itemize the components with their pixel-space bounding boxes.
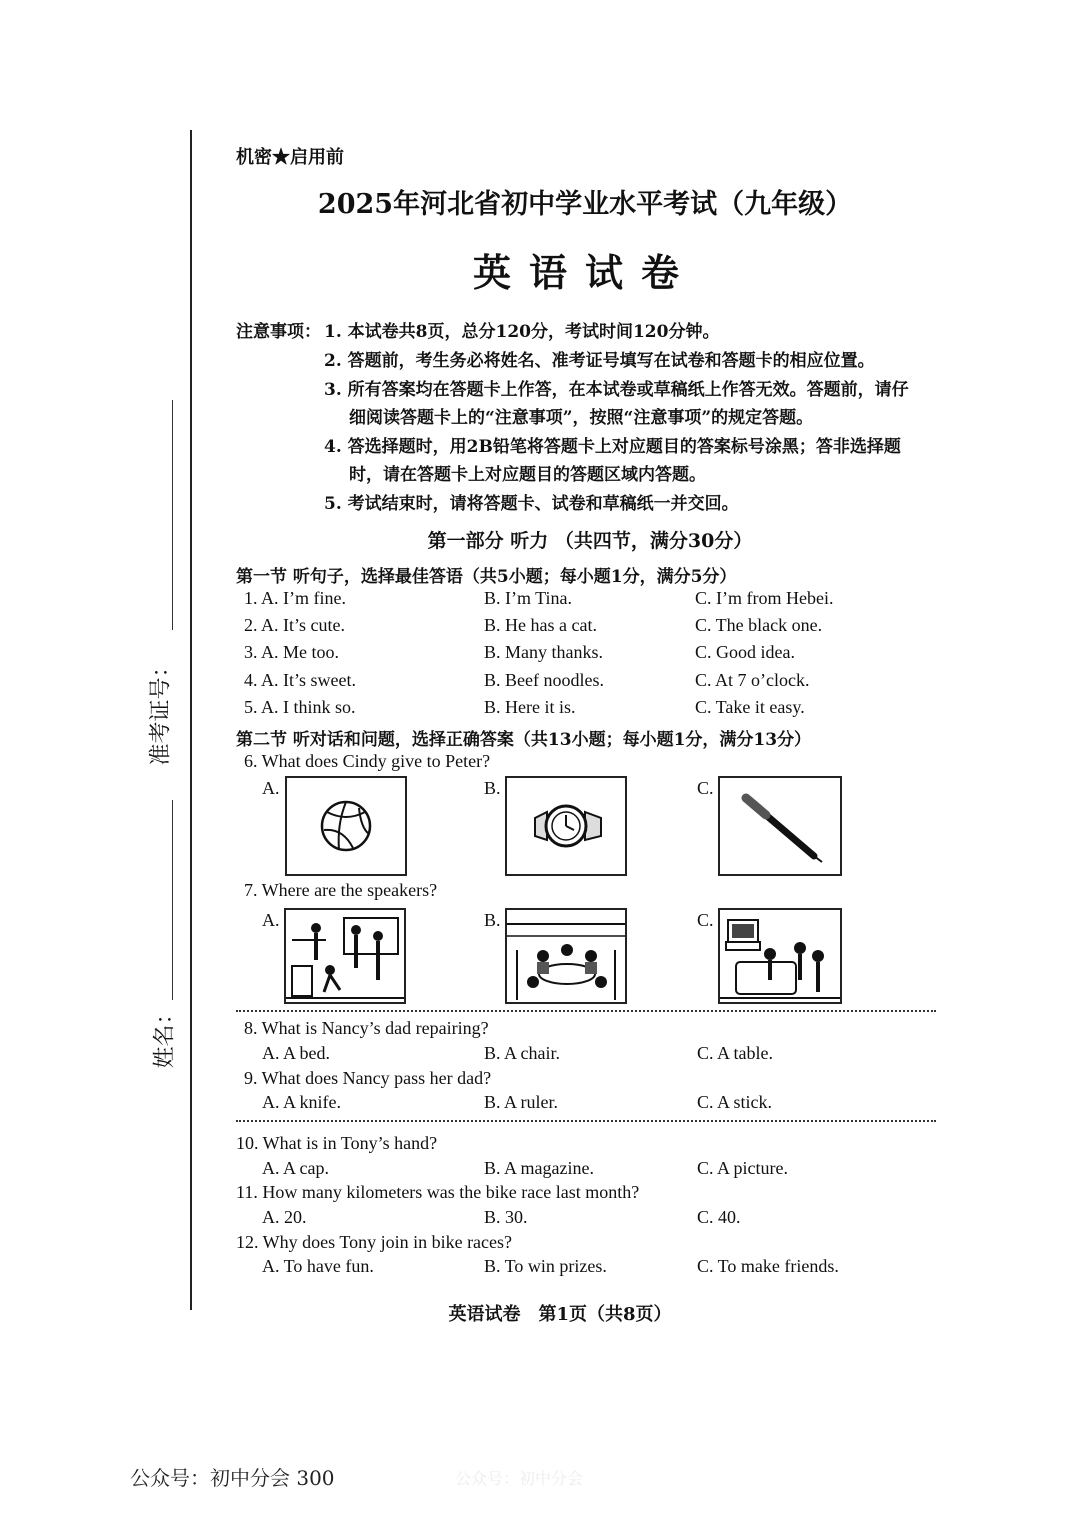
q8-option-c: C. A table. (697, 1043, 773, 1063)
q7-letter-b: B. (484, 910, 501, 930)
q10-option-b: B. A magazine. (484, 1158, 594, 1178)
q2-option-c: C. The black one. (695, 615, 823, 635)
q8-question: 8. What is Nancy’s dad repairing? (244, 1018, 489, 1038)
q7-letter-a: A. (262, 910, 280, 930)
q12-option-a: A. To have fun. (262, 1256, 374, 1276)
q6-letter-b: B. (484, 778, 501, 798)
q3-option-a: 3. A. Me too. (244, 642, 340, 662)
exam-id-blank-line-lower (172, 800, 173, 1000)
watermark-text: 公众号：初中分会 300 (130, 1466, 335, 1490)
secret-label: 机密★启用前 (236, 147, 344, 168)
volleyball-icon (287, 778, 405, 874)
q7-picture-b (505, 908, 627, 1004)
divider-dotted (236, 1010, 936, 1012)
q2-option-a: 2. A. It’s cute. (244, 615, 345, 635)
page-footer: 英语试卷 第1页（共8页） (448, 1304, 672, 1325)
section1-title: 第一节 听句子，选择最佳答语（共5小题；每小题1分，满分5分） (236, 567, 737, 587)
q5-option-a: 5. A. I think so. (244, 697, 356, 717)
q8-option-b: B. A chair. (484, 1043, 560, 1063)
q12-question: 12. Why does Tony join in bike races? (236, 1232, 513, 1252)
notice-item: 时，请在答题卡上对应题目的答题区域内答题。 (349, 465, 706, 485)
q5-option-c: C. Take it easy. (695, 697, 805, 717)
q4-option-b: B. Beef noodles. (484, 670, 604, 690)
section2-title: 第二节 听对话和问题，选择正确答案（共13小题；每小题1分，满分13分） (236, 730, 812, 750)
q9-option-c: C. A stick. (697, 1092, 773, 1112)
q5-option-b: B. Here it is. (484, 697, 576, 717)
watch-icon (507, 778, 625, 874)
exam-id-label: 准考证号： (148, 655, 174, 766)
divider-dotted (236, 1120, 936, 1122)
q12-option-b: B. To win prizes. (484, 1256, 607, 1276)
q9-question: 9. What does Nancy pass her dad? (244, 1068, 492, 1088)
q10-option-c: C. A picture. (697, 1158, 788, 1178)
q7-picture-a (284, 908, 406, 1004)
q1-option-b: B. I’m Tina. (484, 588, 573, 608)
notice-label: 注意事项： (236, 322, 321, 342)
q7-letter-c: C. (697, 910, 714, 930)
notice-item: 3. 所有答案均在答题卡上作答，在本试卷或草稿纸上作答无效。答题前，请仔 (324, 380, 909, 400)
name-label: 姓名： (152, 1002, 178, 1069)
q11-option-c: C. 40. (697, 1207, 741, 1227)
q6-picture-a (285, 776, 407, 876)
living-room-icon (720, 910, 840, 1002)
q9-option-a: A. A knife. (262, 1092, 341, 1112)
q3-option-c: C. Good idea. (695, 642, 795, 662)
q12-option-c: C. To make friends. (697, 1256, 839, 1276)
q4-option-c: C. At 7 o’clock. (695, 670, 810, 690)
notice-item: 4. 答选择题时，用2B铅笔将答题卡上对应题目的答案标号涂黑；答非选择题 (324, 437, 901, 457)
part1-title: 第一部分 听力 （共四节，满分30分） (427, 530, 753, 552)
q11-question: 11. How many kilometers was the bike race last month? (236, 1182, 640, 1202)
exam-id-blank-line (172, 400, 173, 630)
q7-question: 7. Where are the speakers? (244, 880, 438, 900)
binding-line (190, 130, 192, 1310)
notice-item: 细阅读答题卡上的“注意事项”，按照“注意事项”的规定答题。 (349, 408, 814, 428)
q4-option-a: 4. A. It’s sweet. (244, 670, 356, 690)
q6-picture-b (505, 776, 627, 876)
q10-question: 10. What is in Tony’s hand? (236, 1133, 438, 1153)
q7-picture-c (718, 908, 842, 1004)
q6-letter-a: A. (262, 778, 280, 798)
q6-question: 6. What does Cindy give to Peter? (244, 751, 491, 771)
subject-title: 英语试卷 (472, 250, 697, 295)
q9-option-b: B. A ruler. (484, 1092, 559, 1112)
q1-option-a: 1. A. I’m fine. (244, 588, 346, 608)
q3-option-b: B. Many thanks. (484, 642, 603, 662)
notice-item: 5. 考试结束时，请将答题卡、试卷和草稿纸一并交回。 (324, 494, 739, 514)
q2-option-b: B. He has a cat. (484, 615, 597, 635)
classroom-cleaning-icon (286, 910, 404, 1002)
pen-icon (720, 778, 840, 874)
notice-item: 2. 答题前，考生务必将姓名、准考证号填写在试卷和答题卡的相应位置。 (324, 351, 875, 371)
q10-option-a: A. A cap. (262, 1158, 329, 1178)
q1-option-c: C. I’m from Hebei. (695, 588, 834, 608)
q8-option-a: A. A bed. (262, 1043, 331, 1063)
notice-item: 1. 本试卷共8页，总分120分，考试时间120分钟。 (324, 322, 720, 342)
restaurant-icon (507, 910, 625, 1002)
q6-letter-c: C. (697, 778, 714, 798)
exam-title: 2025年河北省初中学业水平考试（九年级） (317, 189, 853, 220)
q11-option-b: B. 30. (484, 1207, 528, 1227)
q6-picture-c (718, 776, 842, 876)
watermark-faint: 公众号：初中分会 (455, 1469, 584, 1488)
q11-option-a: A. 20. (262, 1207, 307, 1227)
